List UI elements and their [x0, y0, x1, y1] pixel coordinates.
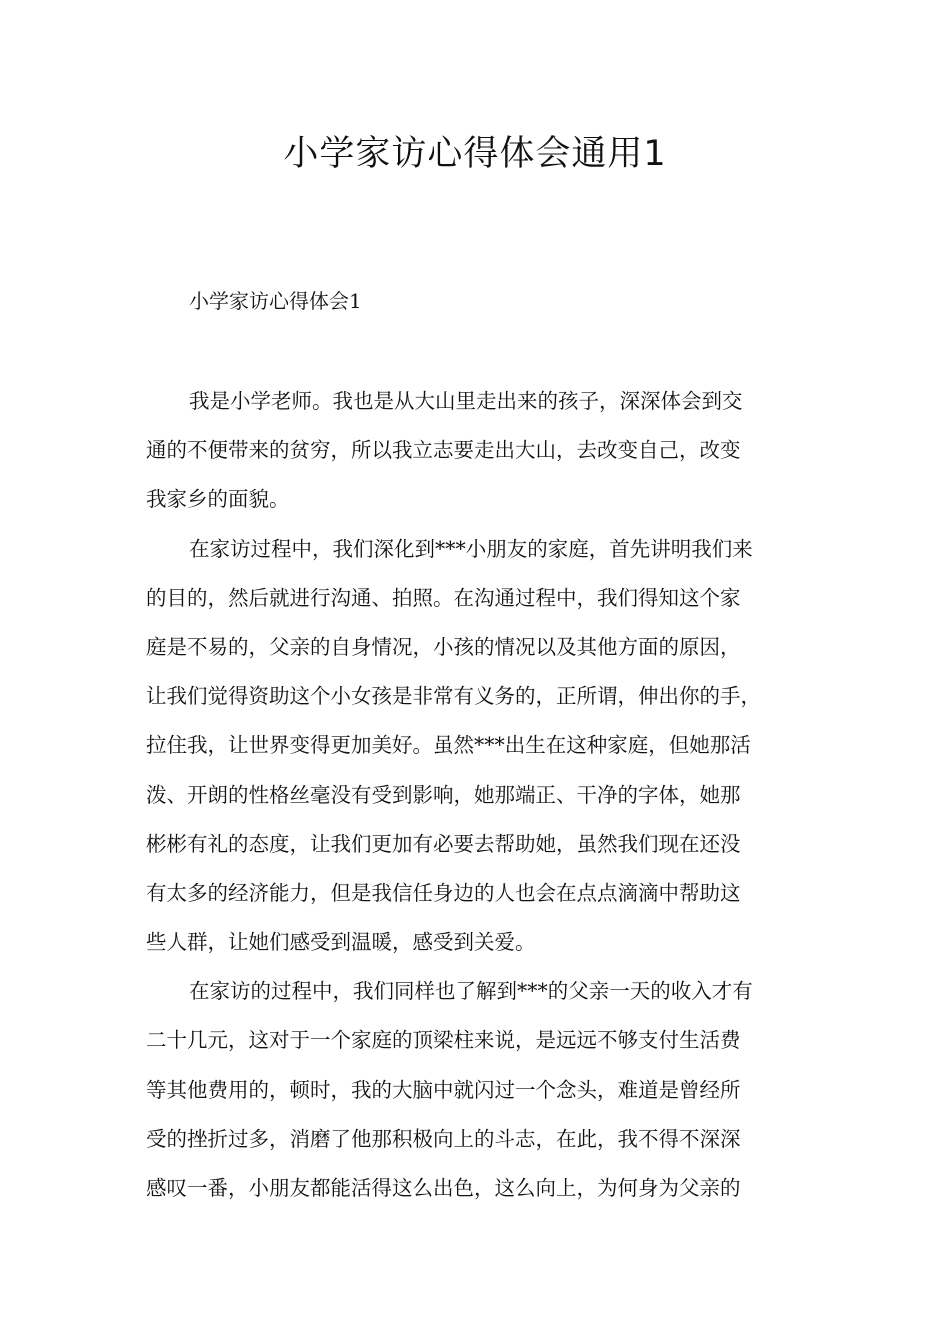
document-subtitle: 小学家访心得体会1 — [189, 289, 362, 313]
body-text-line: 有太多的经济能力，但是我信任身边的人也会在点点滴滴中帮助这 — [146, 880, 741, 905]
body-text-line: 拉住我，让世界变得更加美好。虽然***出生在这种家庭，但她那活 — [146, 733, 751, 758]
body-text-line: 等其他费用的，顿时，我的大脑中就闪过一个念头，难道是曾经所 — [146, 1077, 741, 1102]
body-text-line: 庭是不易的，父亲的自身情况，小孩的情况以及其他方面的原因， — [146, 634, 741, 659]
body-text-line: 让我们觉得资助这个小女孩是非常有义务的，正所谓，伸出你的手， — [146, 684, 761, 709]
body-text-line: 泼、开朗的性格丝毫没有受到影响，她那端正、干净的字体，她那 — [146, 782, 741, 807]
body-text-line: 些人群，让她们感受到温暖，感受到关爱。 — [146, 930, 536, 955]
body-text-line: 在家访过程中，我们深化到***小朋友的家庭，首先讲明我们来 — [189, 536, 753, 561]
body-text-line: 感叹一番，小朋友都能活得这么出色，这么向上，为何身为父亲的 — [146, 1176, 741, 1200]
document-title: 小学家访心得体会通用1 — [283, 134, 667, 174]
body-text-line: 二十几元，这对于一个家庭的顶梁柱来说，是远远不够支付生活费 — [146, 1028, 741, 1053]
body-text-line: 我家乡的面貌。 — [146, 487, 290, 512]
body-text-line: 的目的，然后就进行沟通、拍照。在沟通过程中，我们得知这个家 — [146, 585, 741, 610]
body-text-line: 我是小学老师。我也是从大山里走出来的孩子，深深体会到交 — [189, 389, 743, 413]
body-text-line: 通的不便带来的贫穷，所以我立志要走出大山，去改变自己，改变 — [146, 438, 741, 463]
body-text-line: 在家访的过程中，我们同样也了解到***的父亲一天的收入才有 — [189, 979, 753, 1004]
document-body — [146, 384, 826, 1220]
body-text-line: 彬彬有礼的态度，让我们更加有必要去帮助她，虽然我们现在还没 — [146, 831, 741, 856]
body-text-line: 受的挫折过多，消磨了他那积极向上的斗志，在此，我不得不深深 — [146, 1126, 741, 1151]
